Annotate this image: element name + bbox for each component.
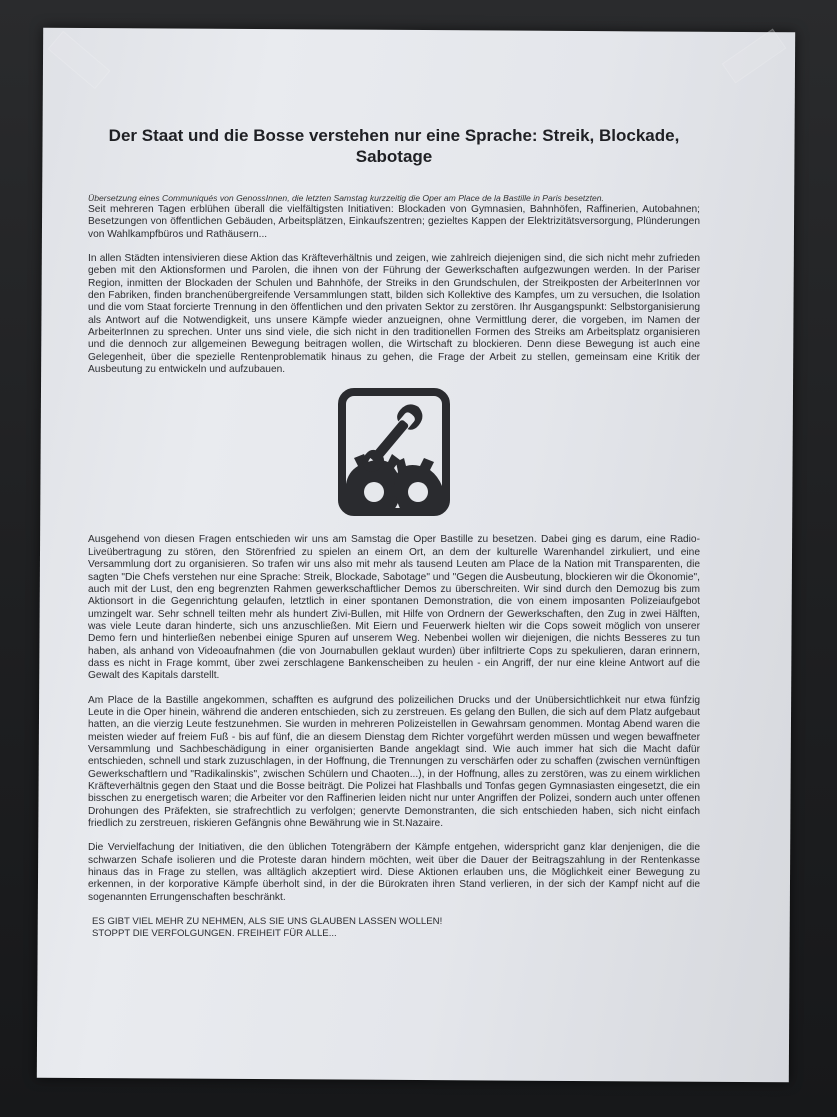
- poster-content: [88, 125, 700, 940]
- tape-strip: [722, 29, 787, 84]
- slogan-line: ES GIBT VIEL MEHR ZU NEHMEN, ALS SIE UNS GLAUBEN LASSEN WOLLEN!: [92, 916, 443, 928]
- wrench-gears-icon: [338, 388, 450, 516]
- paragraph-initiatives: Seit mehreren Tagen erblühen überall die vielfältigsten Initiativen: Blockaden von Gymnasien, Bahnhöfen, Raffinerien, Autobahnen; Besetzungen von öffentlichen Gebäuden, Arbeitsplätzen, Einkaufszentren; gezieltes Kappen der Elektrizitätsversorgung, Plünderungen von Wahlkampfbüros und Rathäusern...: [88, 204, 700, 240]
- paragraph-cities: In allen Städten intensivieren diese Aktion das Kräfteverhältnis und zeigen, wie zahlreich diejenigen sind, die sich nicht mehr zufrieden geben mit den Aktionsformen und Parolen, die ihnen von der Führung der Gewerkschaften aufgezwungen werden. In der Pariser Region, inmitten der Blockaden der Schulen und Bahnhöfe, der Streiks in den Grundschulen, der Streikposten der ArbeiterInnen vor den Fabriken, finden branchenübergreifende Versammlungen statt, bilden sich Kollektive des Kampfes, um zu versuchen, die Isolation und die vom Staat forcierte Trennung in den öffentlichen und den privaten Sektor zu zerstören. Ihr Ausgangspunkt: Selbstorganisierung als Antwort auf die Notwendigkeit, uns unsere Kämpfe wieder anzueignen, ohne Vermittlung derer, die vorgeben, im Namen der ArbeiterInnen zu sprechen. Unter uns sind viele, die sich nicht in den traditionellen Formen des Streiks am Arbeitsplatz organisieren und die dennoch zur allgemeinen Bewegung beitragen wollen, die Wirtschaft zu blockieren. Denn diese Bewegung ist auch eine Gelegenheit, über die spezielle Rentenproblematik hinaus zu gehen, die Frage der Arbeit zu stellen, gemeinsam eine Kritik der Ausbeutung zu entwickeln und aufzubauen.: [88, 253, 700, 376]
- paragraph-initiatives-summary: Die Vervielfachung der Initiativen, die den üblichen Totengräbern der Kämpfe entgehen, widerspricht ganz klar denjenigen, die die schwarzen Schafe isolieren und die Proteste daran hindern möchten, weit über die Dauer der Beitragszahlung in der Rentenkasse hinaus das in Frage zu stellen, was alltäglich akzeptiert wird. Diese Aktionen erlauben uns, die Möglichkeit einer Bewegung zu erkennen, in der korporative Kämpfe überholt sind, in der die Bürokraten ihren Stand verlieren, in der sich der Kampf nicht auf die sogenannten Errungenschaften beschränkt.: [88, 842, 700, 903]
- closing-slogans: [92, 916, 700, 940]
- tape-strip: [48, 31, 111, 89]
- paragraph-bastille: Am Place de la Bastille angekommen, schafften es aufgrund des polizeilichen Drucks und der Unübersichtlichkeit nur etwa fünfzig Leute in die Oper hinein, während die anderen entschieden, sich zu zerstreuen. Es gelang den Bullen, die sich auf dem Platz aufgebaut hatten, an die vierzig Leute festzunehmen. Sie wurden in mehreren Polizeistellen in Gewahrsam genommen. Montag Abend waren die meisten wieder auf freiem Fuß - bis auf fünf, die an diesem Dienstag dem Richter vorgeführt werden müssen und wegen bewaffneter Versammlung und Sachbeschädigung in einer organisierten Bande angeklagt sind. Wie auch immer hat sich die Macht dafür entschieden, schnell und stark zuzuschlagen, in der Hoffnung, die Trennungen zu verschärfen oder zu schaffen (zwischen vernünftigen Gewerkschaftlern und "Radikalinskis", zwischen Schülern und Chaoten...), in der Hoffnung, alles zu zerstören, was zu einem wirklichen Kräfteverhältnis gegen den Staat und die Bosse beiträgt. Die Polizei hat Flashballs und Tonfas gegen Gymnasiasten eingesetzt, die ein bisschen zu energetisch waren; die Arbeiter vor den Raffinerien leiden nicht nur unter Angriffen der Polizei, sondern auch unter offenen Drohungen des Präfekten, sie strafrechtlich zu verfolgen; genervte Demonstranten, die sich entschieden haben, sich nicht einfach friedlich zu zerstreuen, riskieren Gefängnis ohne Bewährung wie in St.Nazaire.: [88, 694, 700, 830]
- slogan-line: STOPPT DIE VERFOLGUNGEN. FREIHEIT FÜR ALLE...: [92, 928, 337, 940]
- logo: [88, 388, 700, 516]
- poster-title: Der Staat und die Bosse verstehen nur eine Sprache: Streik, Blockade, Sabotage: [108, 126, 680, 166]
- translation-note: Übersetzung eines Communiqués von GenossInnen, die letzten Samstag kurzzeitig die Oper am Place de la Bastille in Paris besetzten.: [88, 193, 604, 203]
- paragraph-occupation: Ausgehend von diesen Fragen entschieden wir uns am Samstag die Oper Bastille zu besetzen. Dabei ging es darum, eine Radio-Liveübertragung zu stören, den Störenfried zu spielen an einem Ort, an dem der kulturelle Warenhandel zirkuliert, und eine Versammlung dort zu organisieren. So trafen wir uns also mit mehr als tausend Leuten am Place de la Nation mit Transparenten, die sagten "Die Chefs verstehen nur eine Sprache: Streik, Blockade, Sabotage" und "Gegen die Ausbeutung, blockieren wir die Ökonomie", auch mit der Lust, den eng begrenzten Rahmen gewerkschaftlicher Demos zu überschreiten. Wir sind durch den Demozug bis zum Aktionsort in die Gegenrichtung gelaufen, letztlich in einer spontanen Demonstration, die von einem imposanten Polizeiaufgebot umzingelt war. Sehr schnell teilten mehr als hundert Zivi-Bullen, mit Hilfe von Ordnern der Gewerkschaften, den Zug in zwei Hälften, was viele Leute daran hinderte, sich uns anzuschließen. Mit Eiern und Feuerwerk hielten wir die Cops soweit möglich von unserer Demo fern und hinterließen nebenbei einige Spuren auf unserem Weg. Nebenbei wollen wir diejenigen, die nichts Besseres zu tun haben, als anhand von Videoaufnahmen (die von Journabullen geklaut wurden) über infiltrierte Cops zu spekulieren, daran erinnern, dass es nicht in Frage kommt, über zwei zerschlagene Bankenscheiben zu heulen - ein Angriff, der nur eine kleine Antwort auf die Gewalt des Kapitals darstellt.: [88, 534, 700, 682]
